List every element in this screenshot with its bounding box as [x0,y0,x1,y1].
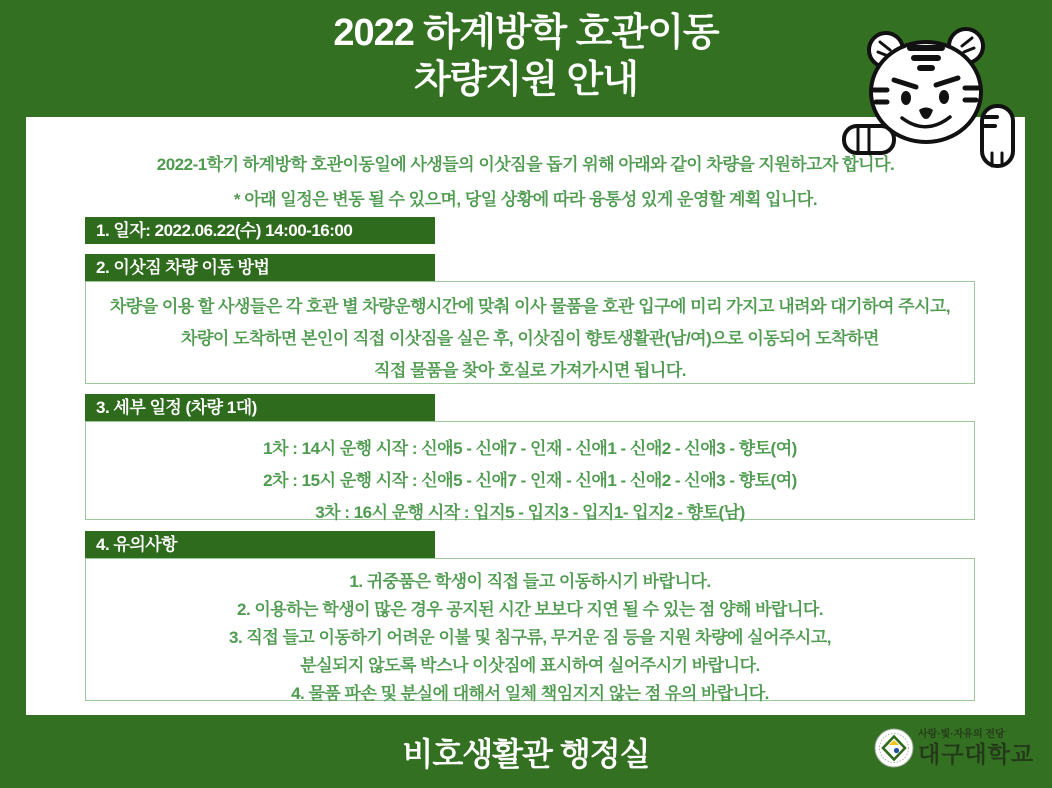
intro-line-2: * 아래 일정은 변동 될 수 있으며, 당일 상황에 따라 융통성 있게 운영할 계획 입니다. [233,190,818,209]
schedule-line: 3차 : 16시 운행 시작 : 입지5 - 입지3 - 입지1- 입지2 - 향토(남) [315,503,745,522]
university-seal-icon [874,728,914,768]
notice-item: 분실되지 않도록 박스나 이삿짐에 표시하여 실어주시기 바랍니다. [300,656,760,675]
section-3-header: 3. 세부 일정 (차량 1대) [85,394,435,421]
section-4-body [85,558,975,701]
intro-line-1: 2022-1학기 하계방학 호관이동일에 사생들의 이삿짐을 돕기 위해 아래와 같이 차량을 지원하고자 합니다. [156,155,895,174]
schedule-line: 1차 : 14시 운행 시작 : 신애5 - 신애7 - 인재 - 신애1 - 신애2 - 신애3 - 향토(여) [263,439,797,458]
notice-item: 3. 직접 들고 이동하기 어려운 이불 및 침구류, 무거운 짐 등을 지원 차량에 실어주시고, [229,628,831,647]
section-1-header: 1. 일자: 2022.06.22(수) 14:00-16:00 [85,217,435,244]
title-line-1: 2022 하계방학 호관이동 [333,12,719,54]
university-name: 대구대학교 [918,741,1035,767]
section-2-line: 차량이 도착하면 본인이 직접 이삿짐을 실은 후, 이삿짐이 향토생활관(남/여)으로 이동되어 도착하면 [181,329,879,348]
notice-item: 4. 물품 파손 및 분실에 대해서 일체 책임지지 않는 점 유의 바랍니다. [291,684,769,703]
section-2-line: 차량을 이용 할 사생들은 각 호관 별 차량운행시간에 맞춰 이사 물품을 호관 입구에 미리 가지고 내려와 대기하여 주시고, [109,297,951,316]
footer-office-name: 비호생활관 행정실 [402,736,650,772]
section-2-header: 2. 이삿짐 차량 이동 방법 [85,254,435,281]
university-logo-texts [918,729,1034,767]
section-4-header: 4. 유의사항 [85,531,435,558]
title-line-2: 차량지원 안내 [414,59,638,101]
tiger-mascot-icon [836,20,1026,172]
section-2-line: 직접 물품을 찾아 호실로 가져가시면 됩니다. [374,361,686,380]
university-logo [874,728,1034,768]
notice-item: 1. 귀중품은 학생이 직접 들고 이동하시기 바랍니다. [349,572,711,591]
section-3-body [85,421,975,520]
schedule-line: 2차 : 15시 운행 시작 : 신애5 - 신애7 - 인재 - 신애1 - 신애2 - 신애3 - 향토(여) [263,471,797,490]
section-2-body [85,281,975,384]
notice-item: 2. 이용하는 학생이 많은 경우 공지된 시간 보보다 지연 될 수 있는 점 양해 바랍니다. [236,600,824,619]
university-tagline: 사랑·빛·자유의 전당 [918,729,1005,740]
